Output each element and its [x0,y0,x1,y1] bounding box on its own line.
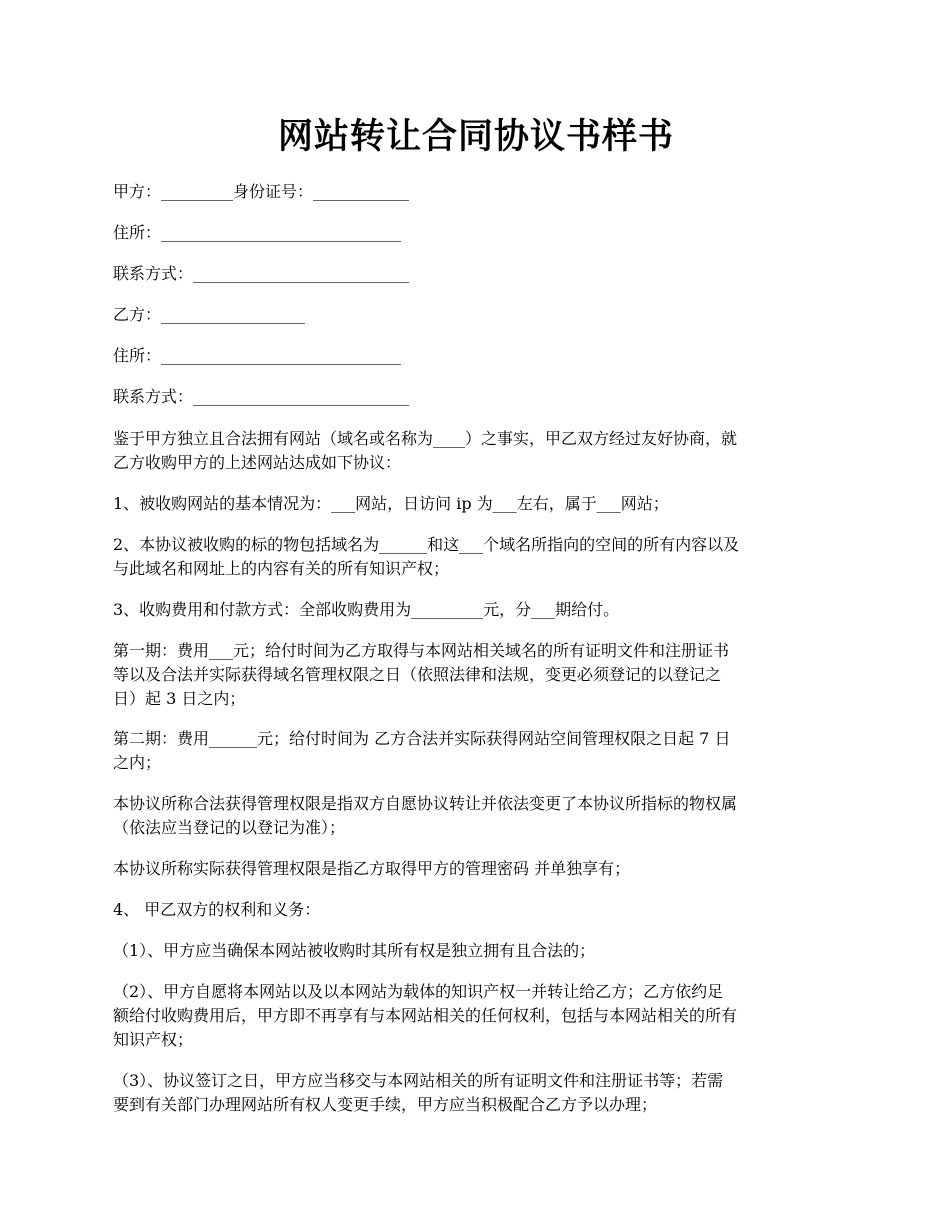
party-a-contact-line: 联系方式：___________________________ [113,264,410,283]
clause-4-item-2-line-2: 额给付收购费用后，甲方即不再享有与本网站相关的任何权利，包括与本网站相关的所有 [113,1006,738,1025]
document-title: 网站转让合同协议书样书 [277,116,674,157]
clause-4-item-3-line-2: 要到有关部门办理网站所有权人变更手续，甲方应当积极配合乙方予以办理； [113,1095,658,1114]
first-payment-line-2: 等以及合法并实际获得域名管理权限之日（依照法律和法规，变更必须登记的以登记之 [113,665,722,684]
clause-4-heading: 4、 甲乙双方的权利和义务： [113,900,321,919]
party-a-line: 甲方：_________身份证号：____________ [113,182,410,201]
clause-2-line-2: 与此域名和网址上的内容有关的所有知识产权； [113,559,450,578]
clause-4-item-2-line-3: 知识产权； [113,1030,194,1049]
party-b-line: 乙方：__________________ [113,305,306,324]
legal-authority-line-1: 本协议所称合法获得管理权限是指双方自愿协议转让并依法变更了本协议所指标的物权属 [113,794,738,813]
first-payment-line-3: 日）起 3 日之内； [113,689,246,708]
actual-authority-line: 本协议所称实际获得管理权限是指乙方取得甲方的管理密码 并单独享有； [113,859,631,878]
clause-4-item-1: （1）、甲方应当确保本网站被收购时其所有权是独立拥有且合法的； [113,941,596,960]
party-b-address-line: 住所：______________________________ [113,346,402,365]
party-b-contact-line: 联系方式：___________________________ [113,387,410,406]
party-a-address-line: 住所：______________________________ [113,223,402,242]
preamble-line-1: 鉴于甲方独立且合法拥有网站（域名或名称为____）之事实，甲乙双方经过友好协商，就 [113,429,738,448]
clause-1-line: 1、被收购网站的基本情况为：___网站，日访问 ip 为___左右，属于___网站； [113,494,669,513]
second-payment-line-1: 第二期：费用______元；给付时间为 乙方合法并实际获得网站空间管理权限之日起 7 日 [113,729,731,748]
preamble-line-2: 乙方收购甲方的上述网站达成如下协议： [113,453,402,472]
clause-2-line-1: 2、本协议被收购的标的物包括域名为______和这___个域名所指向的空间的所有内容以及 [113,535,740,554]
clause-4-item-3-line-1: （3）、协议签订之日，甲方应当移交与本网站相关的所有证明文件和注册证书等；若需 [113,1071,724,1090]
clause-4-item-2-line-1: （2）、甲方自愿将本网站以及以本网站为载体的知识产权一并转让给乙方；乙方依约足 [113,982,724,1001]
second-payment-line-2: 之内； [113,753,162,772]
clause-3-line: 3、收购费用和付款方式：全部收购费用为_________元，分___期给付。 [113,600,620,619]
legal-authority-line-2: （依法应当登记的以登记为准）； [113,818,346,837]
first-payment-line-1: 第一期：费用___元；给付时间为乙方取得与本网站相关域名的所有证明文件和注册证书 [113,641,730,660]
